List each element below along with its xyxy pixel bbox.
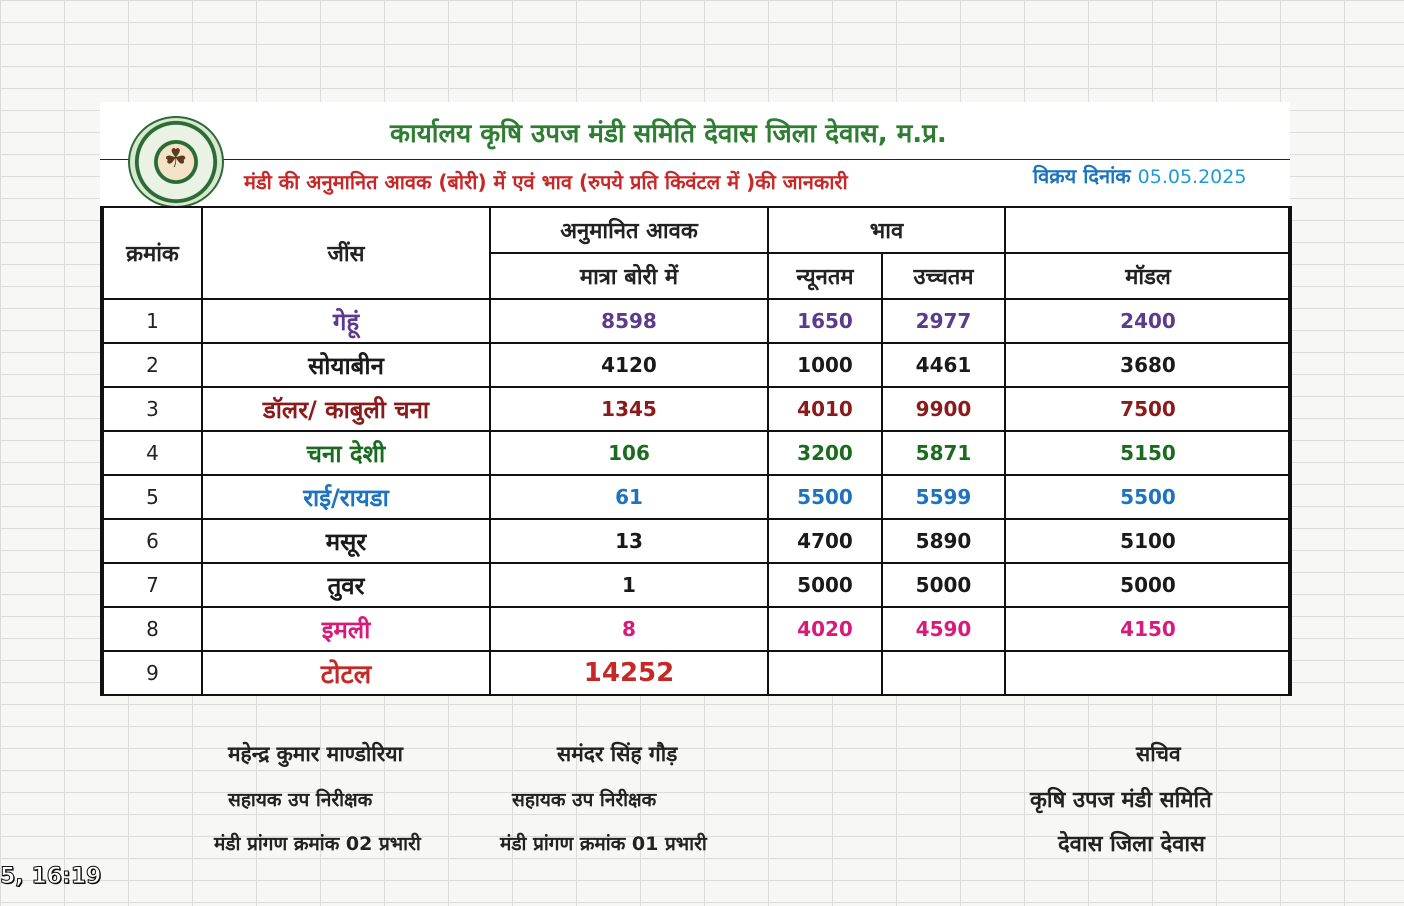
row-min: 4700: [768, 519, 882, 563]
header-min: न्यूनतम: [768, 253, 882, 299]
sale-date-label: विक्रय दिनांक: [1033, 164, 1131, 188]
header-price-group: भाव: [768, 207, 1005, 253]
sig-right-title: सचिव: [1136, 742, 1181, 766]
total-sn: 9: [103, 651, 202, 695]
row-modal: 5100: [1005, 519, 1291, 563]
row-min: 4020: [768, 607, 882, 651]
sale-date: [1033, 162, 1246, 189]
row-min: 5500: [768, 475, 882, 519]
row-crop: इमली: [202, 607, 490, 651]
table-row: [103, 387, 1291, 431]
table-row: [103, 607, 1291, 651]
row-crop: तुवर: [202, 563, 490, 607]
row-crop: मसूर: [202, 519, 490, 563]
row-max: 5599: [882, 475, 1005, 519]
sig-middle-charge: मंडी प्रांगण क्रमांक 01 प्रभारी: [500, 833, 707, 855]
row-qty: 13: [490, 519, 768, 563]
total-min-empty: [768, 651, 882, 695]
total-row: [103, 651, 1291, 695]
row-qty: 8: [490, 607, 768, 651]
total-max-empty: [882, 651, 1005, 695]
row-modal: 5000: [1005, 563, 1291, 607]
sale-date-value: 05.05.2025: [1137, 166, 1247, 188]
sig-middle-designation: सहायक उप निरीक्षक: [512, 789, 657, 811]
row-max: 5871: [882, 431, 1005, 475]
page-title: कार्यालय कृषि उपज मंडी समिति देवास जिला देवास, म.प्र.: [390, 119, 947, 149]
row-sn: 2: [103, 343, 202, 387]
row-modal: 3680: [1005, 343, 1291, 387]
table-row: [103, 563, 1291, 607]
total-modal-empty: [1005, 651, 1291, 695]
row-max: 4461: [882, 343, 1005, 387]
table-row: [103, 343, 1291, 387]
row-min: 1650: [768, 299, 882, 343]
row-max: 5890: [882, 519, 1005, 563]
row-sn: 4: [103, 431, 202, 475]
row-crop: राई/रायडा: [202, 475, 490, 519]
price-table: [102, 206, 1292, 696]
row-max: 9900: [882, 387, 1005, 431]
row-modal: 5150: [1005, 431, 1291, 475]
mandi-logo-icon: [128, 116, 224, 208]
row-qty: 1345: [490, 387, 768, 431]
total-label: टोटल: [202, 651, 490, 695]
row-modal: 2400: [1005, 299, 1291, 343]
row-sn: 5: [103, 475, 202, 519]
table-row: [103, 475, 1291, 519]
header-arrival-group: अनुमानित आवक: [490, 207, 768, 253]
sig-left-charge: मंडी प्रांगण क्रमांक 02 प्रभारी: [214, 833, 421, 855]
table-row: [103, 519, 1291, 563]
row-max: 5000: [882, 563, 1005, 607]
header-crop: जींस: [202, 207, 490, 299]
row-qty: 106: [490, 431, 768, 475]
row-sn: 3: [103, 387, 202, 431]
row-crop: गेहूं: [202, 299, 490, 343]
row-sn: 1: [103, 299, 202, 343]
row-min: 5000: [768, 563, 882, 607]
row-sn: 6: [103, 519, 202, 563]
row-qty: 61: [490, 475, 768, 519]
row-modal: 4150: [1005, 607, 1291, 651]
row-min: 3200: [768, 431, 882, 475]
row-qty: 1: [490, 563, 768, 607]
row-crop: डॉलर/ काबुली चना: [202, 387, 490, 431]
page-subtitle: मंडी की अनुमानित आवक (बोरी) में एवं भाव (रुपये प्रति किवंटल में )की जानकारी: [244, 170, 848, 194]
sig-right-committee: कृषि उपज मंडी समिति: [1030, 788, 1212, 813]
row-max: 4590: [882, 607, 1005, 651]
row-modal: 5500: [1005, 475, 1291, 519]
header-subtitle-row: [100, 160, 1290, 208]
table-row: [103, 431, 1291, 475]
timestamp-overlay: 5, 16:19: [0, 864, 102, 889]
total-qty: 14252: [490, 651, 768, 695]
row-sn: 8: [103, 607, 202, 651]
sig-left-designation: सहायक उप निरीक्षक: [228, 789, 373, 811]
header-max: उच्चतम: [882, 253, 1005, 299]
row-crop: चना देशी: [202, 431, 490, 475]
row-min: 1000: [768, 343, 882, 387]
row-modal: 7500: [1005, 387, 1291, 431]
row-max: 2977: [882, 299, 1005, 343]
header-title-row: [100, 102, 1290, 160]
header-sn: क्रमांक: [103, 207, 202, 299]
sig-right-district: देवास जिला देवास: [1058, 832, 1205, 857]
sig-left-name: महेन्द्र कुमार माण्डोरिया: [228, 742, 403, 766]
row-qty: 8598: [490, 299, 768, 343]
row-crop: सोयाबीन: [202, 343, 490, 387]
table-row: [103, 299, 1291, 343]
row-min: 4010: [768, 387, 882, 431]
row-sn: 7: [103, 563, 202, 607]
sig-middle-name: समंदर सिंह गौड़: [557, 742, 678, 766]
header-arrival-unit: मात्रा बोरी में: [490, 253, 768, 299]
header-blank: [1005, 207, 1291, 253]
header-modal: मॉडल: [1005, 253, 1291, 299]
row-qty: 4120: [490, 343, 768, 387]
